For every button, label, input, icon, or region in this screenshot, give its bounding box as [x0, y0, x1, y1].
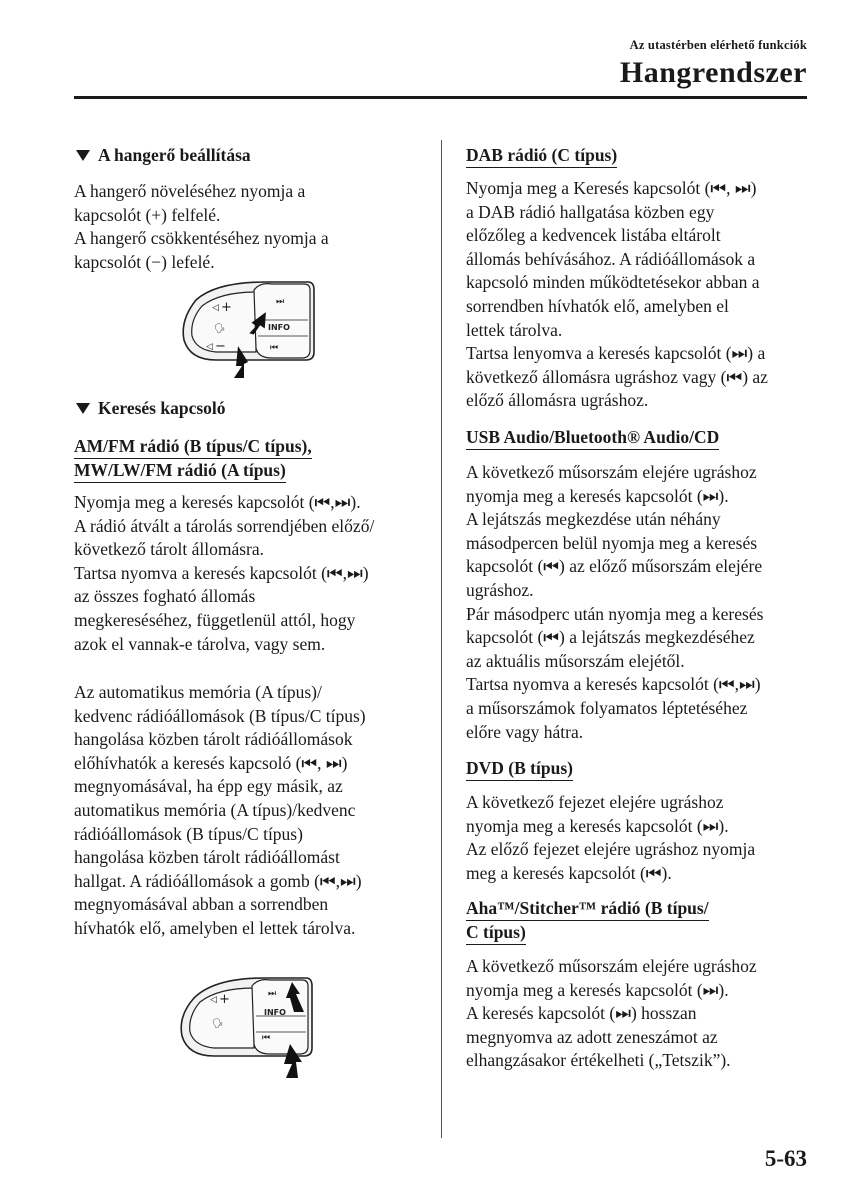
svg-text:🗣: 🗣 [214, 324, 226, 334]
svg-text:◁: ◁ [212, 303, 219, 313]
triangle-bullet-icon [76, 403, 90, 414]
svg-text:◁: ◁ [210, 995, 217, 1005]
svg-text:⏭: ⏭ [268, 989, 277, 999]
column-divider [441, 140, 442, 1138]
svg-text:+: + [219, 992, 230, 1007]
svg-text:−: − [215, 339, 226, 354]
steering-switch-seek-figure [174, 968, 320, 1080]
page-title: Hangrendszer [619, 56, 807, 89]
svg-text:◁: ◁ [206, 342, 213, 352]
aha-text: A következő műsorszám elejére ugráshoz nyomja meg a keresés kapcsolót (⏭). A keresés kapcsolót (⏭) hosszan megnyomva az adott zeneszámot az elhangzásakor értékelheti („Tetszik”). [466, 956, 757, 1071]
svg-text:INFO: INFO [268, 323, 290, 332]
page-number: 5-63 [764, 1146, 807, 1171]
am-fm-subheading: AM/FM rádió (B típus/C típus), MW/LW/FM rádió (A típus) [74, 434, 312, 482]
svg-text:INFO: INFO [264, 1008, 286, 1017]
svg-text:+: + [221, 300, 232, 315]
auto-memory-text: Az automatikus memória (A típus)/ kedvenc rádióállomások (B típus/C típus) hangolása közben tárolt rádióállomások előhívhatók a keresés kapcsoló (⏮, ⏭) megnyomásával, ha épp egy másik, az automatikus memória (A típus)/kedvenc rádióállomások (B típus/C típus) hangolása közben tárolt rádióállomást hallgat. A rádióállomások a gomb (⏮,⏭) megnyomásával abban a sorrendben hívhatók elő, amelyben el lettek tárolva. [74, 682, 366, 938]
volume-heading: A hangerő beállítása [74, 143, 251, 167]
aha-subheading: Aha™/Stitcher™ rádió (B típus/ C típus) [466, 896, 709, 944]
dab-text: Nyomja meg a Keresés kapcsolót (⏮, ⏭) a DAB rádió hallgatása közben egy előzőleg a kedvencek listába eltárolt állomás behívásához. A rádióállomások a kapcsoló minden működtetésekor abban a sorrendben hívhatók elő, amelyben el lettek tárolva. Tartsa lenyomva a keresés kapcsolót (⏭) a következő állomásra ugráshoz vagy (⏮) az előző állomásra ugráshoz. [466, 178, 768, 411]
volume-text: A hangerő növeléséhez nyomja a kapcsolót (+) felfelé. A hangerő csökkentéséhez nyomja a kapcsolót (−) lefelé. [74, 181, 329, 272]
seek-heading: Keresés kapcsoló [74, 396, 226, 420]
dvd-subheading: DVD (B típus) [466, 756, 573, 780]
svg-text:⏮: ⏮ [270, 343, 279, 353]
svg-text:⏭: ⏭ [276, 297, 285, 307]
am-fm-text: Nyomja meg a keresés kapcsolót (⏮,⏭). A rádió átvált a tárolás sorrendjében előző/ következő tárolt állomásra. Tartsa nyomva a keresés kapcsolót (⏮,⏭) az összes fogható állomás megkereséséhez, függetlenül attól, hogy azok el vannak-e tárolva, vagy sem. [74, 492, 375, 654]
usb-subheading: USB Audio/Bluetooth® Audio/CD [466, 425, 719, 449]
svg-text:🗣: 🗣 [212, 1019, 224, 1029]
dvd-text: A következő fejezet elejére ugráshoz nyomja meg a keresés kapcsolót (⏭). Az előző fejezet elejére ugráshoz nyomja meg a keresés kapcsolót (⏮). [466, 792, 756, 883]
triangle-bullet-icon [76, 150, 90, 161]
dab-subheading: DAB rádió (C típus) [466, 143, 617, 167]
steering-switch-volume-figure [176, 270, 318, 380]
chapter-subtitle: Az utastérben elérhető funkciók [629, 38, 807, 52]
usb-text: A következő műsorszám elejére ugráshoz nyomja meg a keresés kapcsolót (⏭). A lejátszás megkezdése után néhány másodpercen belül nyomja meg a keresés kapcsolót (⏮) az előző műsorszám elejére ugráshoz. Pár másodperc után nyomja meg a keresés kapcsolót (⏮) a lejátszás megkezdéséhez az aktuális műsorszám elejétől. Tartsa nyomva a keresés kapcsolót (⏮,⏭) a műsorszámok folyamatos léptetéséhez előre vagy hátra. [466, 462, 764, 742]
header-rule [74, 96, 807, 99]
svg-text:⏮: ⏮ [262, 1033, 271, 1043]
